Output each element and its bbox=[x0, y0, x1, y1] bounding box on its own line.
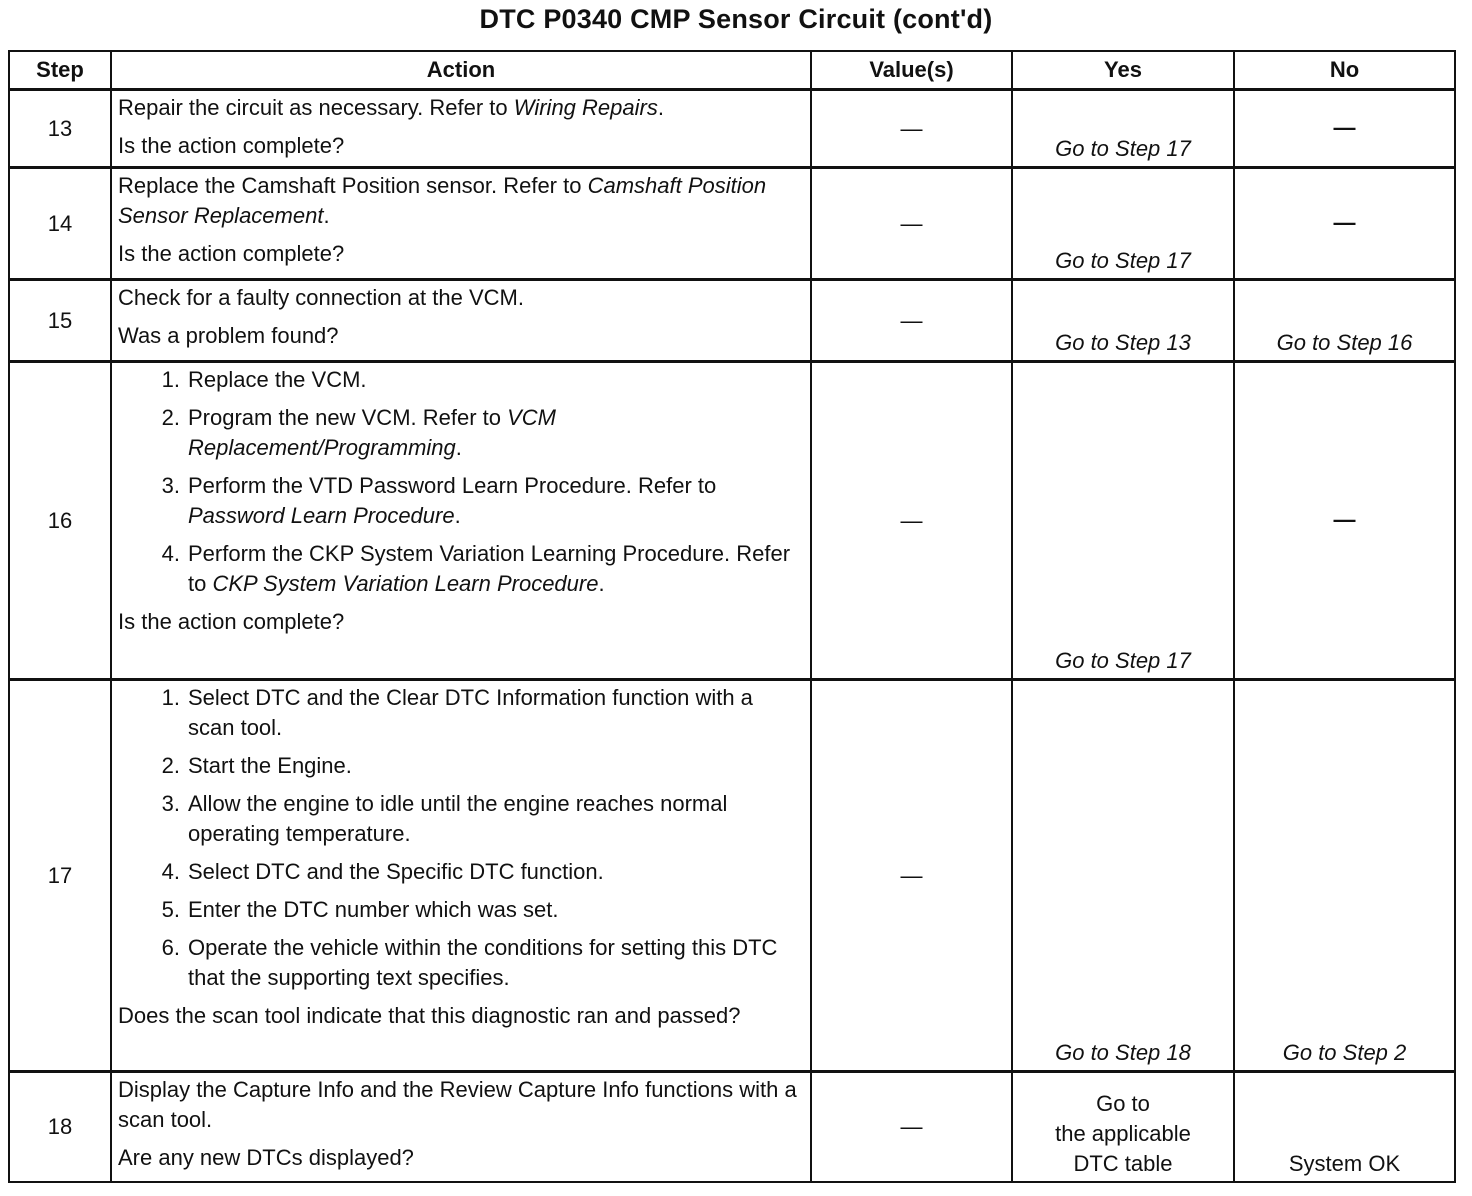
step-number: 17 bbox=[9, 680, 111, 1072]
no-cell: — bbox=[1234, 362, 1455, 680]
no-cell: Go to Step 16 bbox=[1234, 280, 1455, 362]
yes-cell: Go to Step 13 bbox=[1012, 280, 1234, 362]
no-cell: — bbox=[1234, 168, 1455, 280]
header-yes: Yes bbox=[1012, 51, 1234, 90]
header-value: Value(s) bbox=[811, 51, 1012, 90]
table-row bbox=[9, 90, 1455, 168]
value-cell: — bbox=[811, 680, 1012, 1072]
procedure-list bbox=[118, 365, 802, 599]
action-cell bbox=[111, 168, 811, 280]
action-cell bbox=[111, 280, 811, 362]
no-cell: — bbox=[1234, 90, 1455, 168]
action-question: Is the action complete? bbox=[118, 133, 345, 158]
value-cell: — bbox=[811, 90, 1012, 168]
diagnostic-table bbox=[8, 50, 1456, 1183]
action-text: Repair the circuit as necessary. Refer to Wiring Repairs. bbox=[118, 95, 664, 120]
action-question: Are any new DTCs displayed? bbox=[118, 1145, 414, 1170]
reference-link: Password Learn Procedure bbox=[188, 503, 455, 528]
header-action: Action bbox=[111, 51, 811, 90]
table-row bbox=[9, 680, 1455, 1072]
step-number: 14 bbox=[9, 168, 111, 280]
list-item: 5. Enter the DTC number which was set. bbox=[161, 897, 559, 922]
list-item: 2. Program the new VCM. Refer to VCM Replacement/Programming. bbox=[161, 405, 557, 460]
list-item: 1. Replace the VCM. bbox=[161, 367, 367, 392]
table-row bbox=[9, 280, 1455, 362]
page-title: DTC P0340 CMP Sensor Circuit (cont'd) bbox=[479, 4, 993, 34]
reference-link: Wiring Repairs bbox=[513, 95, 658, 120]
list-item: 3. Perform the VTD Password Learn Procedure. Refer to Password Learn Procedure. bbox=[161, 473, 717, 528]
yes-cell: Go to Step 17 bbox=[1012, 168, 1234, 280]
yes-cell bbox=[1012, 1072, 1234, 1182]
value-cell: — bbox=[811, 280, 1012, 362]
step-number: 13 bbox=[9, 90, 111, 168]
list-item: 4. Perform the CKP System Variation Learning Procedure. Refer to CKP System Variation Learn Procedure. bbox=[161, 541, 791, 596]
action-question: Was a problem found? bbox=[118, 323, 339, 348]
header-no: No bbox=[1234, 51, 1455, 90]
reference-link: CKP System Variation Learn Procedure bbox=[212, 571, 599, 596]
yes-cell: Go to Step 17 bbox=[1012, 362, 1234, 680]
yes-cell: Go to Step 17 bbox=[1012, 90, 1234, 168]
action-text: Check for a faulty connection at the VCM. bbox=[118, 285, 524, 310]
action-question: Is the action complete? bbox=[118, 609, 345, 634]
yes-line: DTC table bbox=[1073, 1150, 1173, 1176]
list-item: 6. Operate the vehicle within the conditions for setting this DTC that the supporting text specifies. bbox=[161, 935, 778, 990]
action-question: Is the action complete? bbox=[118, 241, 345, 266]
action-cell bbox=[111, 680, 811, 1072]
value-cell: — bbox=[811, 1072, 1012, 1182]
yes-line: Go to bbox=[1096, 1090, 1150, 1116]
table-row bbox=[9, 168, 1455, 280]
no-cell: System OK bbox=[1234, 1072, 1455, 1182]
list-item: 2. Start the Engine. bbox=[161, 753, 352, 778]
step-number: 15 bbox=[9, 280, 111, 362]
step-number: 16 bbox=[9, 362, 111, 680]
table-row bbox=[9, 362, 1455, 680]
table-row bbox=[9, 1072, 1455, 1182]
value-cell: — bbox=[811, 168, 1012, 280]
header-step: Step bbox=[9, 51, 111, 90]
yes-line: the applicable bbox=[1055, 1120, 1191, 1146]
reference-link: Camshaft Position Sensor Replacement bbox=[118, 173, 767, 228]
reference-link: VCM Replacement/Programming bbox=[188, 405, 557, 460]
action-text: Display the Capture Info and the Review Capture Info functions with a scan tool. bbox=[118, 1077, 797, 1132]
step-number: 18 bbox=[9, 1072, 111, 1182]
yes-cell: Go to Step 18 bbox=[1012, 680, 1234, 1072]
action-question: Does the scan tool indicate that this diagnostic ran and passed? bbox=[118, 1003, 741, 1028]
action-text: Replace the Camshaft Position sensor. Refer to Camshaft Position Sensor Replacement. bbox=[118, 173, 767, 228]
value-cell: — bbox=[811, 362, 1012, 680]
list-item: 4. Select DTC and the Specific DTC function. bbox=[161, 859, 604, 884]
action-cell bbox=[111, 1072, 811, 1182]
action-cell bbox=[111, 362, 811, 680]
no-cell: Go to Step 2 bbox=[1234, 680, 1455, 1072]
action-cell bbox=[111, 90, 811, 168]
list-item: 3. Allow the engine to idle until the engine reaches normal operating temperature. bbox=[161, 791, 728, 846]
list-item: 1. Select DTC and the Clear DTC Information function with a scan tool. bbox=[161, 685, 753, 740]
header-row bbox=[9, 51, 1455, 90]
procedure-list bbox=[118, 683, 802, 993]
